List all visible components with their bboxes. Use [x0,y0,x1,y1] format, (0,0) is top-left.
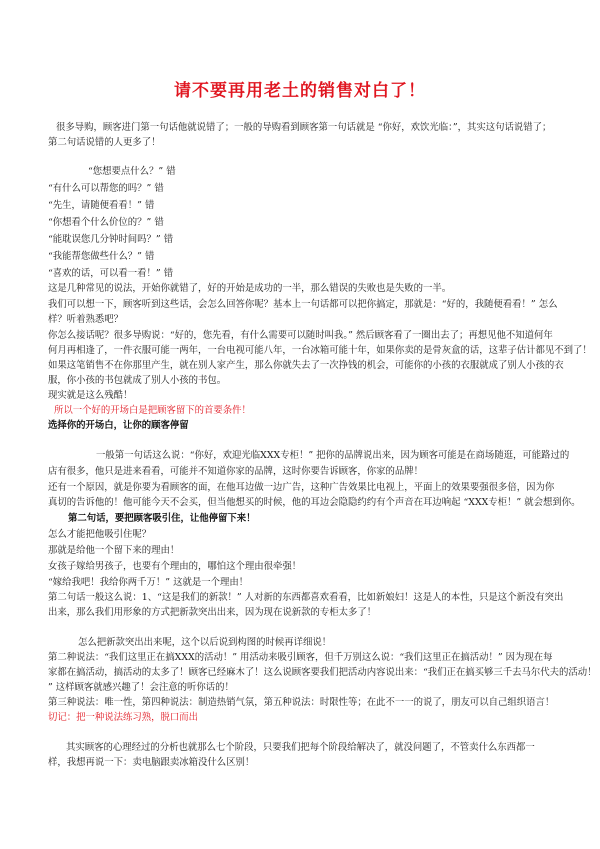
text-line: “您想要点什么？” 错 [88,166,176,177]
text-line: 一般第一句话这么说：“你好，欢迎光临XXX专柜！” 把你的品牌说出来，因为顾客可能是在商场随逛，可能路过的 [96,450,570,461]
text-line: 还有一个原因，就是你要为看顾客的面，在他耳边做一边广告，这种广告效果比电视上，平面上的效果要强很多倍，因为你 [48,482,555,493]
text-line: “我能帮您做些什么？” 错 [48,251,155,262]
text-line: ” 这样顾客就感兴趣了！会注意的听你话的！ [48,682,234,693]
text-line: “你想看个什么价位的？” 错 [48,217,164,228]
page-title: 请不要再用老土的销售对白了！ [174,81,426,101]
text-line: 选择你的开场白，让你的顾客停留 [48,420,189,431]
text-line: “喜欢的话，可以看一看！” 错 [48,268,174,279]
text-line: 真切的告诉他的！他可能今天不会买，但当他想买的时候，他的耳边会隐隐约约有个声音在耳边响起 “XXX专柜！” 就会想到你。 [48,497,581,508]
text-line: 切记：把一种说法练习熟，脱口而出 [48,712,199,723]
text-line: 这是几种常见的说法，开始你就错了，好的开始是成功的一半，那么错误的失败也是失败的一半。 [48,283,452,294]
text-line: “先生，请随便看看！” 错 [48,200,155,211]
text-line: “嫁给我吧！我给你两千万！” 这就是一个理由！ [48,577,249,588]
text-line: 很多导购，顾客进门第一句话他就说错了；一般的导购看到顾客第一句话就是 “你好，欢饮光临：”，其实这句话说错了； [56,122,552,133]
text-line: 现实就是这么残酷！ [48,390,133,401]
text-line: 第二句话，要把顾客吸引住，让他停留下来！ [68,513,256,524]
text-line: 怎么把新款突出出来呢，这个以后说到构图的时候再详细说！ [78,637,332,648]
text-line: 其实顾客的心理经过的分析也就那么七个阶段，只要我们把每个阶段给解决了，就没问题了，不管卖什么东西都一 [66,742,535,753]
text-line: 何月再相逢了，一件衣服可能一两年，一台电视可能八年，一台冰箱可能十年，如果你卖的是骨灰盒的话，这辈子估计都见不到了！ [48,345,592,356]
text-line: “有什么可以帮您的吗？” 错 [48,183,164,194]
text-line: 家都在搞活动，搞活动的太多了！顾客已经麻木了！这么说顾客要我们把活动内容说出来：“我们正在搞买够三千去马尔代夫的活动！ [48,667,597,678]
text-line: 女孩子嫁给男孩子，也要有个理由的，哪怕这个理由很牵强！ [48,561,302,572]
text-line: 样？听着熟悉吧？ [48,314,124,325]
text-line: 你怎么接话呢？很多导购说：“好的，您先看，有什么需要可以随时叫我。” 然后顾客看了一圈出去了；再想见他不知道何年 [48,330,553,341]
text-line: 第二种说法：“我们这里正在搞XXX的活动！” 用活动来吸引顾客，但千万别这么说：“我们这里正在搞活动！” 因为现在每 [48,652,553,663]
text-line: 店有很多，他只是进来看看，可能并不知道你家的品牌，这时你要告诉顾客，你家的品牌！ [48,466,424,477]
text-line: 服，你小孩的书包就成了别人小孩的书包。 [48,375,227,386]
text-line: 如果这笔销售不在你那里产生，就在别人家产生，那么你就失去了一次挣钱的机会，可能你的小孩的衣服就成了别人小孩的衣 [48,360,564,371]
text-line: 怎么才能把他吸引住呢？ [48,529,152,540]
text-line: 第二句话说错的人更多了！ [48,137,161,148]
text-line: 样，我想再说一下：卖电脑跟卖冰箱没什么区别！ [48,757,255,768]
text-line: 所以一个好的开场白是把顾客留下的首要条件！ [54,405,251,416]
text-line: 那就是给他一个留下来的理由！ [48,545,180,556]
text-line: 出来，那么我们用形象的方式把新款突出出来，因为现在说新款的专柜太多了！ [48,607,377,618]
text-line: 第三种说法：唯一性，第四种说法：制造热销气氛，第五种说法：时限性等；在此不一一的说了，朋友可以自己组织语言！ [48,697,555,708]
text-line: 我们可以想一下，顾客听到这些话，会怎么回答你呢？基本上一句话都可以把你搞定，那就是：“好的，我随便看看！” 怎么 [48,299,558,310]
text-line: 第二句话一般这么说：1、“这是我们的新款！” 人对新的东西都喜欢看看，比如新娘妇！这是人的本性，只是这个新没有突出 [48,592,564,603]
text-line: “能耽误您几分钟时间吗？” 错 [48,234,174,245]
